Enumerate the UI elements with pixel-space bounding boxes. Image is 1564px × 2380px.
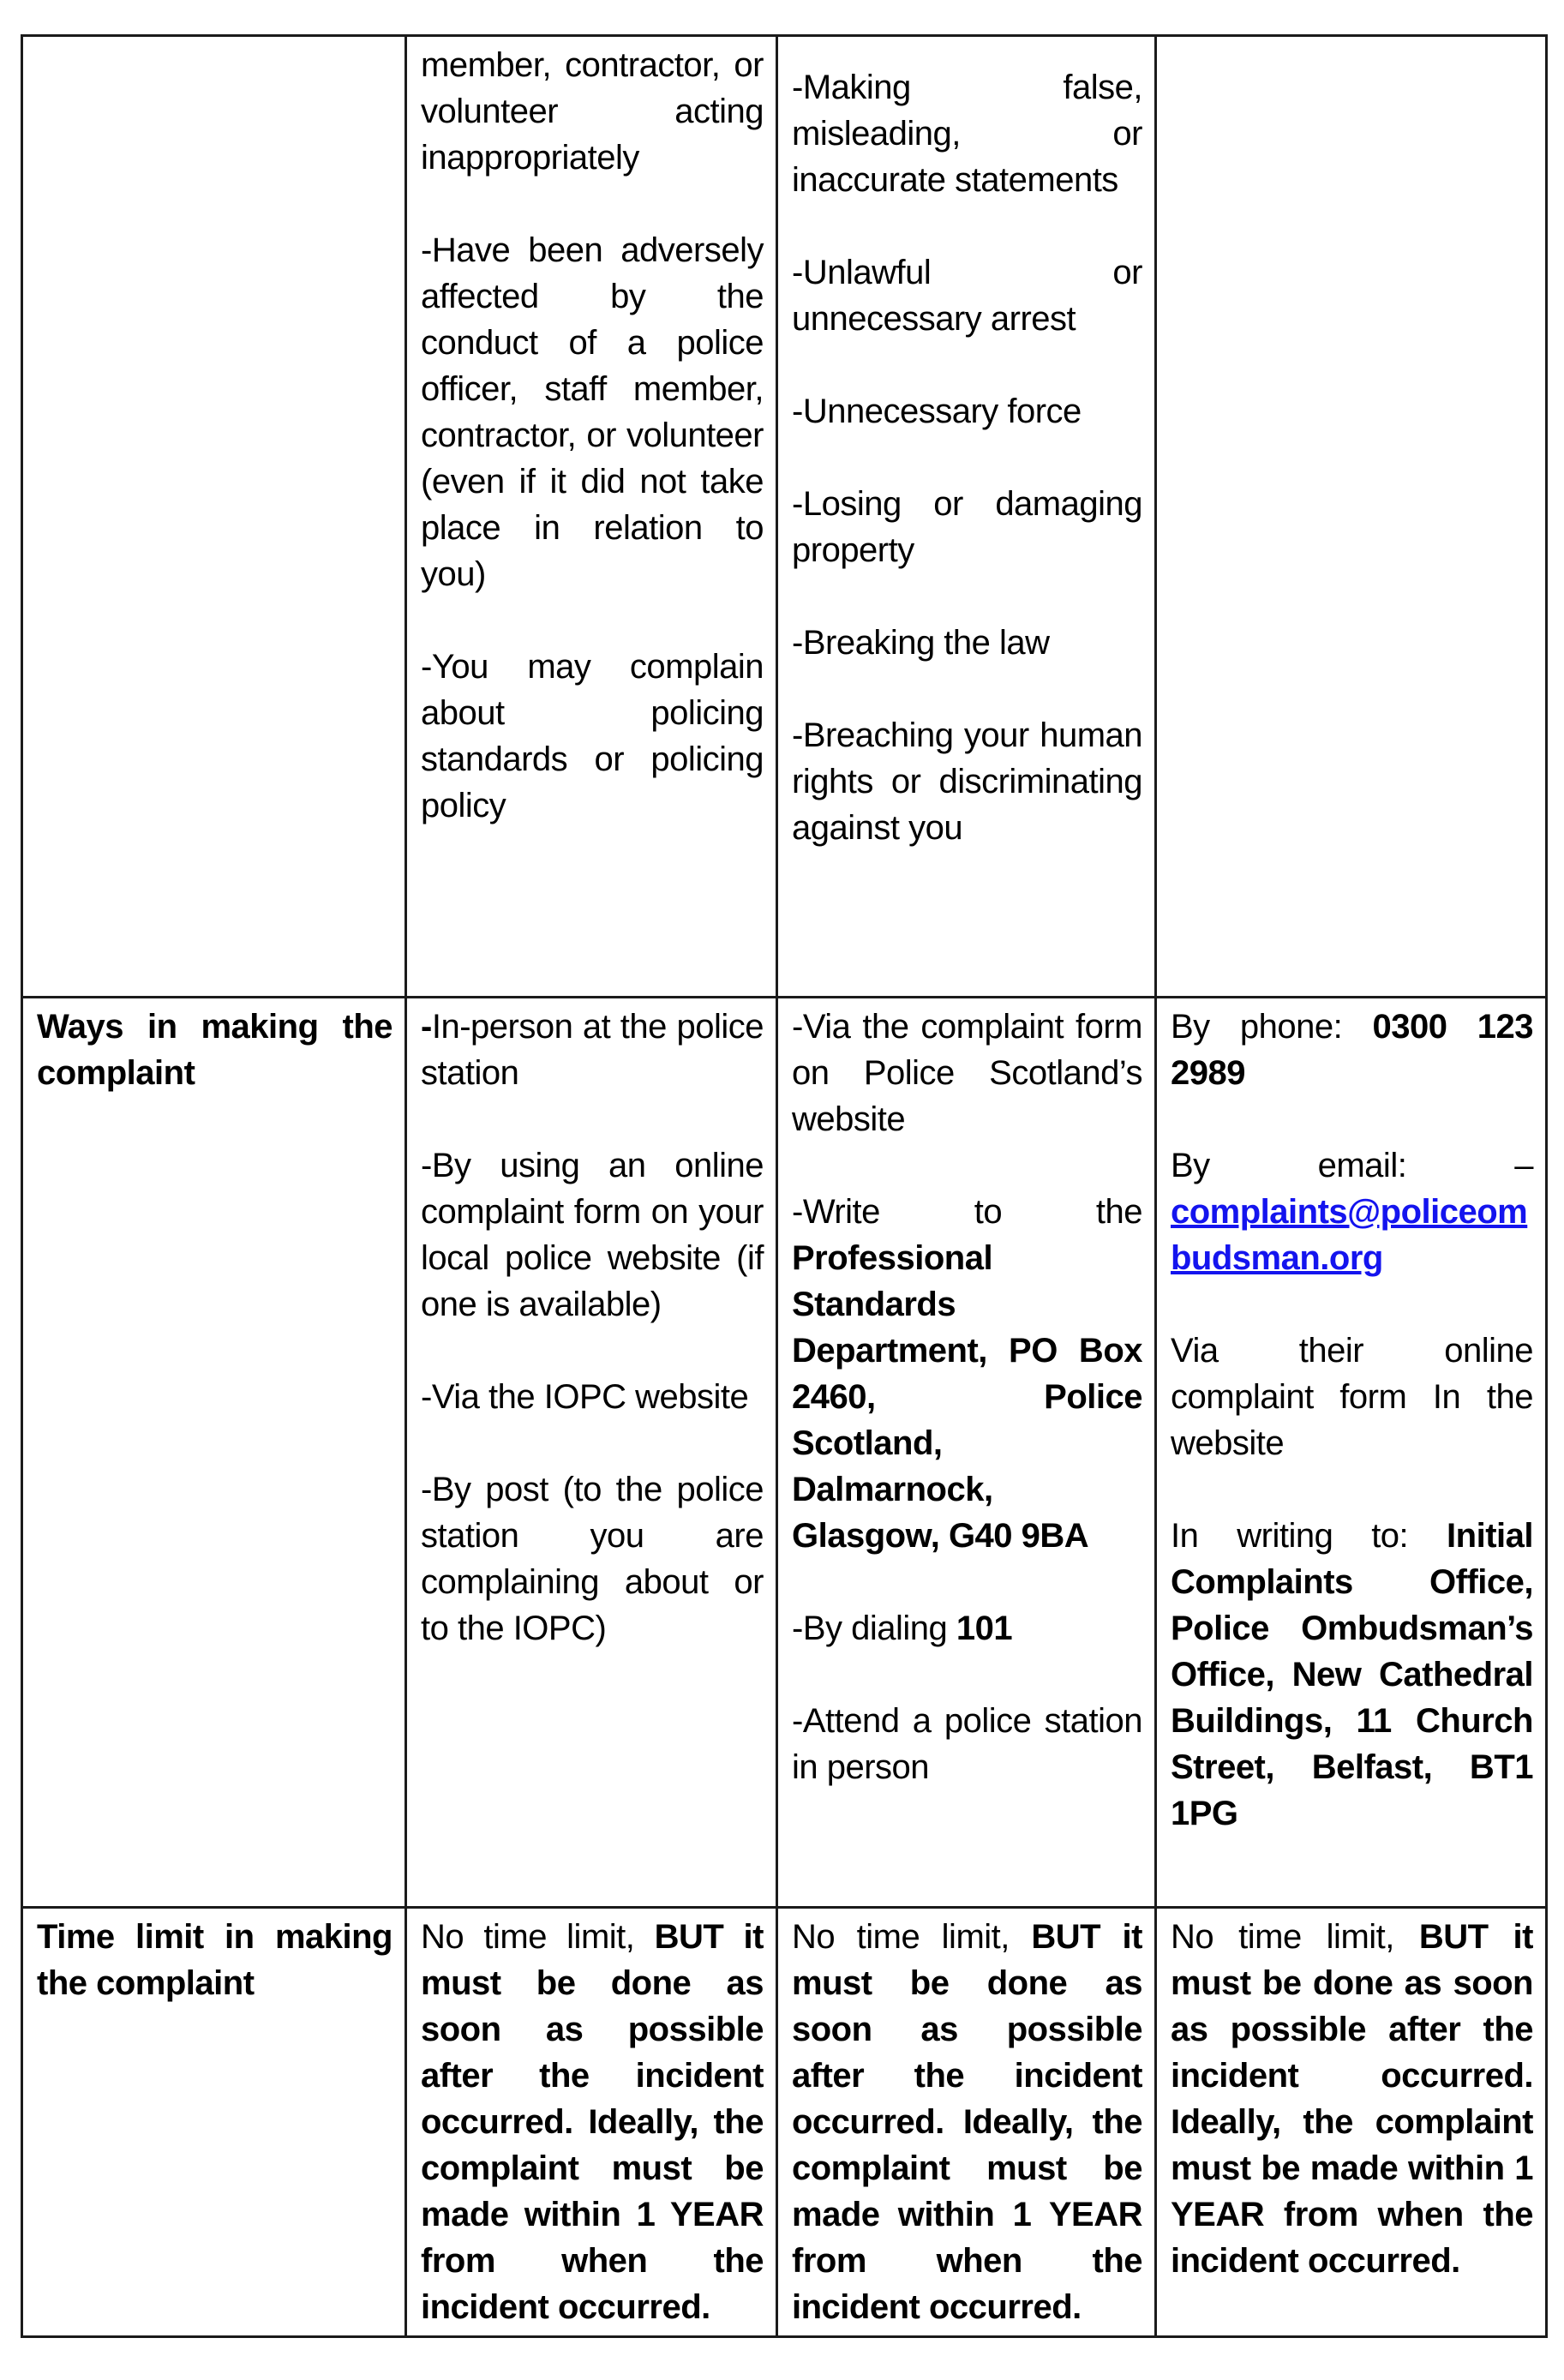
text-run: -Via the complaint form on Police Scotland’s website: [792, 1008, 1142, 1138]
ways-northern-ireland-cell: [1156, 998, 1547, 1908]
grounds-england-wales-cell-paragraph-0: [421, 42, 764, 181]
ways-northern-ireland-cell-paragraph-5: [1171, 1328, 1533, 1466]
text-run: -By dialing: [792, 1610, 956, 1647]
row-time-limit: [22, 1908, 1547, 2337]
time-limit-row-header-cell-paragraph-0: [37, 1914, 392, 2006]
bold-text-run: BUT it must be done as soon as possible after the incident occurred. Ideally, the complaint must be made within 1 YEAR from when the incident occurred.: [792, 1918, 1142, 2326]
text-run: -By post (to the police station you are complaining about or to the IOPC): [421, 1471, 764, 1647]
ways-scotland-cell-paragraph-0: [792, 1004, 1142, 1142]
ways-northern-ireland-cell-paragraph-3: [1171, 1189, 1533, 1281]
grounds-scotland-cell-paragraph-3: [792, 342, 1142, 388]
text-run: -You may complain about policing standards or policing policy: [421, 648, 764, 824]
grounds-scotland-cell-paragraph-4: [792, 388, 1142, 435]
grounds-scotland-cell-paragraph-2: [792, 249, 1142, 342]
grounds-england-wales-cell: [406, 36, 777, 998]
grounds-scotland-cell: [777, 36, 1156, 998]
text-run: By email: –: [1171, 1147, 1533, 1184]
ways-england-wales-cell-paragraph-6: [421, 1466, 764, 1652]
ways-scotland-cell-paragraph-6: [792, 1698, 1142, 1790]
grounds-scotland-cell-paragraph-5: [792, 435, 1142, 481]
text-run: By phone:: [1171, 1008, 1373, 1046]
ways-england-wales-cell-paragraph-2: [421, 1142, 764, 1328]
grounds-northern-ireland-cell: [1156, 36, 1547, 998]
text-run: -Write to the: [792, 1193, 1142, 1231]
text-run: Via their online complaint form In the website: [1171, 1332, 1533, 1462]
ways-row-header-cell-paragraph-0: [37, 1004, 392, 1096]
police-complaints-comparison-table: [21, 34, 1548, 2338]
email-link[interactable]: complaints@policeombudsman.org: [1171, 1193, 1528, 1277]
grounds-scotland-cell-paragraph-10: [792, 712, 1142, 851]
grounds-england-wales-cell-paragraph-1: [421, 181, 764, 227]
ways-england-wales-cell-paragraph-5: [421, 1420, 764, 1466]
grounds-scotland-cell-paragraph-0: [792, 64, 1142, 203]
text-run: -Breaking the law: [792, 624, 1050, 662]
ways-scotland-cell-paragraph-5: [792, 1652, 1142, 1698]
ways-scotland-cell: [777, 998, 1156, 1908]
text-run: No time limit,: [1171, 1918, 1419, 1956]
text-run: member, contractor, or volunteer acting inappropriately: [421, 46, 764, 177]
ways-northern-ireland-cell-paragraph-6: [1171, 1466, 1533, 1513]
grounds-scotland-cell-paragraph-9: [792, 666, 1142, 712]
ways-northern-ireland-cell-paragraph-7: [1171, 1513, 1533, 1837]
text-run: -Unnecessary force: [792, 393, 1082, 430]
ways-northern-ireland-cell-paragraph-2: [1171, 1142, 1533, 1189]
ways-england-wales-cell-paragraph-0: [421, 1004, 764, 1096]
ways-northern-ireland-cell-paragraph-4: [1171, 1281, 1533, 1328]
grounds-scotland-cell-paragraph-7: [792, 573, 1142, 620]
grounds-scotland-cell-paragraph-8: [792, 620, 1142, 666]
time-limit-england-wales-cell-paragraph-0: [421, 1914, 764, 2330]
ways-scotland-cell-paragraph-4: [792, 1605, 1142, 1652]
bold-text-run: Ways in making the complaint: [37, 1008, 392, 1092]
ways-scotland-cell-paragraph-1: [792, 1142, 1142, 1189]
grounds-scotland-cell-paragraph-6: [792, 481, 1142, 573]
ways-row-header-cell: [22, 998, 406, 1908]
bold-text-run: -: [421, 1008, 432, 1046]
ways-northern-ireland-cell-paragraph-1: [1171, 1096, 1533, 1142]
text-run: In-person at the police station: [421, 1008, 764, 1092]
row-ways-of-making-complaint: [22, 998, 1547, 1908]
ways-scotland-cell-paragraph-3: [792, 1559, 1142, 1605]
bold-text-run: BUT it must be done as soon as possible after the incident occurred. Ideally, the complaint must be made within 1 YEAR from when the incident occurred.: [1171, 1918, 1533, 2280]
time-limit-row-header-cell: [22, 1908, 406, 2337]
text-run: No time limit,: [792, 1918, 1032, 1956]
grounds-row-header-cell: [22, 36, 406, 998]
time-limit-england-wales-cell: [406, 1908, 777, 2337]
grounds-england-wales-cell-paragraph-4: [421, 644, 764, 829]
text-run: -Making false, misleading, or inaccurate statements: [792, 69, 1142, 199]
text-run: -Via the IOPC website: [421, 1378, 749, 1416]
ways-england-wales-cell-paragraph-1: [421, 1096, 764, 1142]
bold-text-run: BUT it must be done as soon as possible after the incident occurred. Ideally, the complaint must be made within 1 YEAR from when the incident occurred.: [421, 1918, 764, 2326]
text-run: -Have been adversely affected by the conduct of a police officer, staff member, contractor, or volunteer (even if it did not take place in relation to you): [421, 231, 764, 593]
time-limit-northern-ireland-cell-paragraph-0: [1171, 1914, 1533, 2284]
bold-text-run: 101: [956, 1610, 1013, 1647]
text-run: In writing to:: [1171, 1517, 1447, 1555]
ways-northern-ireland-cell-paragraph-0: [1171, 1004, 1533, 1096]
time-limit-scotland-cell: [777, 1908, 1156, 2337]
grounds-scotland-cell-paragraph-1: [792, 203, 1142, 249]
grounds-england-wales-cell-paragraph-2: [421, 227, 764, 597]
row-grounds-continuation: [22, 36, 1547, 998]
bold-text-run: Time limit in making the complaint: [37, 1918, 392, 2002]
grounds-england-wales-cell-paragraph-3: [421, 597, 764, 644]
ways-scotland-cell-paragraph-2: [792, 1189, 1142, 1559]
bold-text-run: Professional Standards Department, PO Box 2460, Police Scotland, Dalmarnock, Glasgow, G40 9BA: [792, 1239, 1142, 1555]
text-run: -Attend a police station in person: [792, 1702, 1142, 1786]
bold-text-run: Initial Complaints Office, Police Ombudsman’s Office, New Cathedral Buildings, 11 Church Street, Belfast, BT1 1PG: [1171, 1517, 1533, 1832]
ways-england-wales-cell: [406, 998, 777, 1908]
text-run: -By using an online complaint form on your local police website (if one is available): [421, 1147, 764, 1323]
ways-england-wales-cell-paragraph-3: [421, 1328, 764, 1374]
text-run: -Losing or damaging property: [792, 485, 1142, 569]
text-run: No time limit,: [421, 1918, 655, 1956]
ways-england-wales-cell-paragraph-4: [421, 1374, 764, 1420]
text-run: -Breaching your human rights or discriminating against you: [792, 716, 1142, 847]
time-limit-northern-ireland-cell: [1156, 1908, 1547, 2337]
time-limit-scotland-cell-paragraph-0: [792, 1914, 1142, 2330]
text-run: -Unlawful or unnecessary arrest: [792, 254, 1142, 338]
bold-text-run: 0300 123 2989: [1171, 1008, 1534, 1092]
